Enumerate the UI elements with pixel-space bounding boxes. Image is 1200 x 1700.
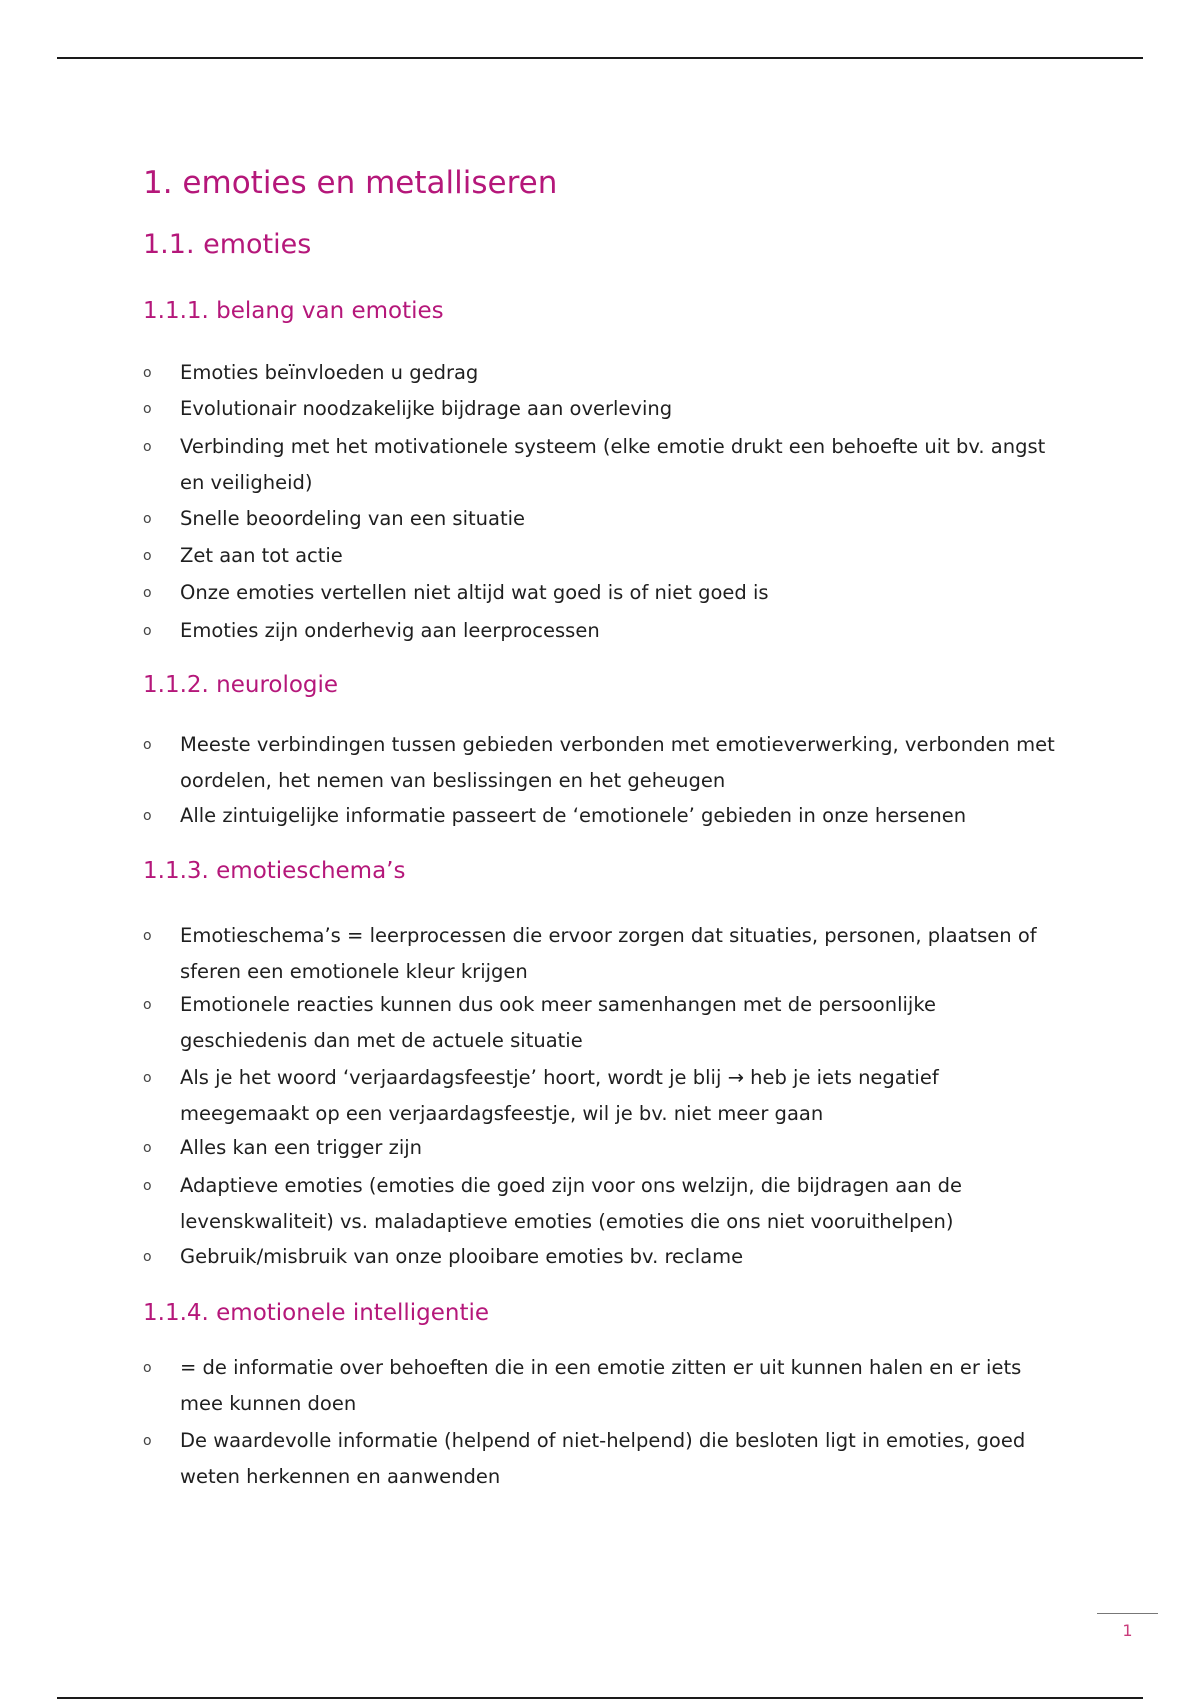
- section-title-emotionele-intelligentie: 1.1.4. emotionele intelligentie: [143, 1300, 490, 1326]
- footer-bottom-rule: [57, 1697, 1143, 1699]
- section-title-emotieschemas: 1.1.3. emotieschema’s: [143, 858, 406, 884]
- bullet-icon: o: [143, 997, 152, 1013]
- bullet-icon: o: [143, 511, 152, 527]
- bullet-icon: o: [143, 928, 152, 944]
- list-item: o Emotieschema’s = leerprocessen die ervoor zorgen dat situaties, personen, plaatsen of sferen een emotionele kleur krijgen: [180, 918, 1060, 990]
- list-item: o Gebruik/misbruik van onze plooibare emoties bv. reclame: [180, 1239, 1060, 1275]
- list-item: o Als je het woord ‘verjaardagsfeestje’ hoort, wordt je blij → heb je iets negatief meegemaakt op een verjaardagsfeestje, wil je bv. niet meer gaan: [180, 1060, 1060, 1132]
- section-title-neurologie: 1.1.2. neurologie: [143, 672, 339, 698]
- list-item: o = de informatie over behoeften die in een emotie zitten er uit kunnen halen en er iets mee kunnen doen: [180, 1350, 1060, 1422]
- list-item: o Emotionele reacties kunnen dus ook meer samenhangen met de persoonlijke geschiedenis dan met de actuele situatie: [180, 987, 1060, 1059]
- bullet-icon: o: [143, 1070, 152, 1086]
- bullet-icon: o: [143, 737, 152, 753]
- footer-rule: [1097, 1613, 1158, 1614]
- heading-1-1: 1.1. emoties: [143, 229, 312, 260]
- section-title-belang: 1.1.1. belang van emoties: [143, 298, 444, 324]
- bullet-icon: o: [143, 1140, 152, 1156]
- bullet-icon: o: [143, 1249, 152, 1265]
- bullet-icon: o: [143, 623, 152, 639]
- heading-1: 1. emoties en metalliseren: [143, 165, 558, 201]
- list-item: o Adaptieve emoties (emoties die goed zijn voor ons welzijn, die bijdragen aan de levenskwaliteit) vs. maladaptieve emoties (emoties die ons niet vooruithelpen): [180, 1168, 1060, 1240]
- list-item: o Emoties zijn onderhevig aan leerprocessen: [180, 613, 1060, 649]
- bullet-icon: o: [143, 365, 152, 381]
- list-item: o De waardevolle informatie (helpend of niet-helpend) die besloten ligt in emoties, goed weten herkennen en aanwenden: [180, 1423, 1060, 1495]
- list-item: o Snelle beoordeling van een situatie: [180, 501, 1060, 537]
- bullet-icon: o: [143, 585, 152, 601]
- list-item: o Alles kan een trigger zijn: [180, 1130, 1060, 1166]
- list-item: o Onze emoties vertellen niet altijd wat goed is of niet goed is: [180, 575, 1060, 611]
- list-item: o Emoties beïnvloeden u gedrag: [180, 355, 1060, 391]
- list-item: o Meeste verbindingen tussen gebieden verbonden met emotieverwerking, verbonden met oordelen, het nemen van beslissingen en het geheugen: [180, 727, 1060, 799]
- list-item: o Verbinding met het motivationele systeem (elke emotie drukt een behoefte uit bv. angst en veiligheid): [180, 429, 1060, 501]
- list-item: o Alle zintuigelijke informatie passeert de ‘emotionele’ gebieden in onze hersenen: [180, 798, 1060, 834]
- list-item: o Evolutionair noodzakelijke bijdrage aan overleving: [180, 391, 1060, 427]
- bullet-icon: o: [143, 1178, 152, 1194]
- bullet-icon: o: [143, 401, 152, 417]
- bullet-icon: o: [143, 439, 152, 455]
- bullet-icon: o: [143, 1433, 152, 1449]
- bullet-icon: o: [143, 548, 152, 564]
- bullet-icon: o: [143, 1360, 152, 1376]
- bullet-icon: o: [143, 808, 152, 824]
- list-item: o Zet aan tot actie: [180, 538, 1060, 574]
- page-number: 1: [1122, 1621, 1133, 1640]
- header-rule: [57, 57, 1143, 59]
